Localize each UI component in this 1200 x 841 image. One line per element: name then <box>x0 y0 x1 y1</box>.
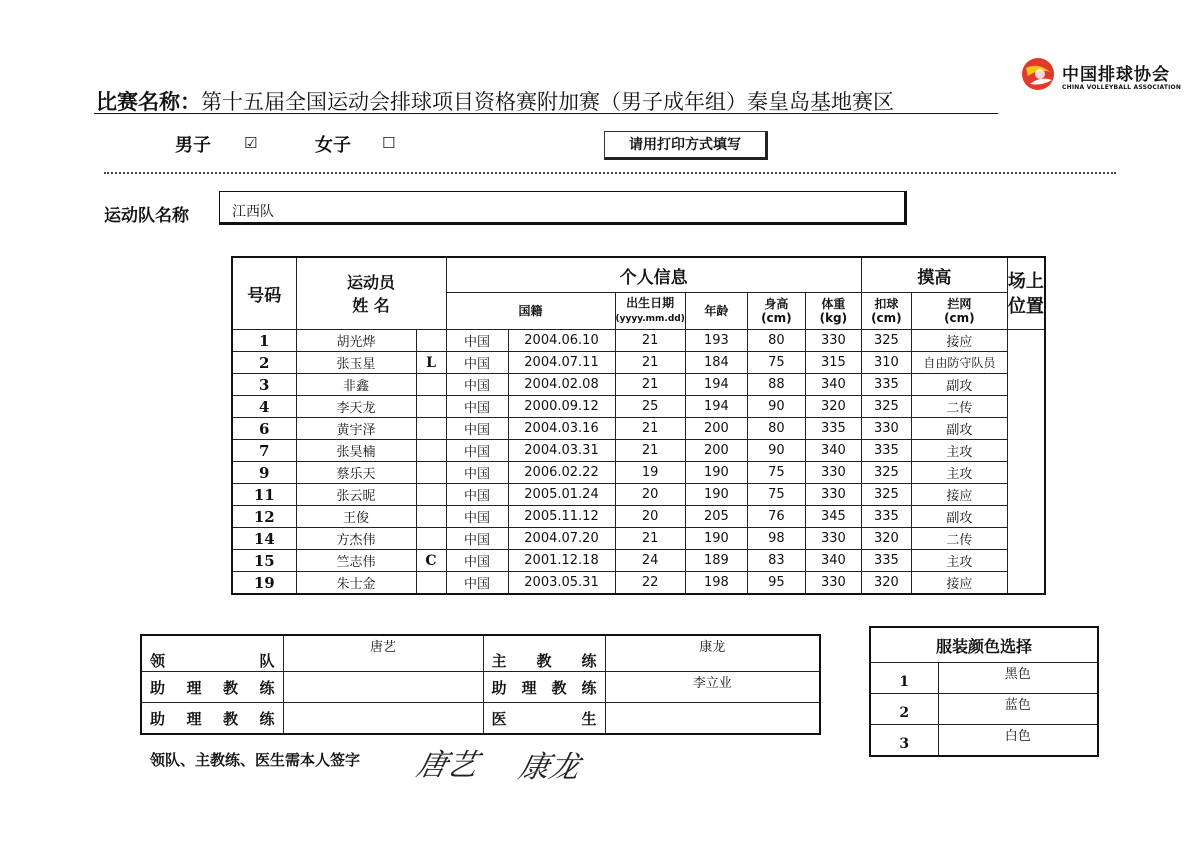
player-position: 主攻 <box>911 462 1007 484</box>
player-weight: 83 <box>747 550 805 572</box>
player-birthdate: 2005.11.12 <box>508 506 615 528</box>
player-spike-reach: 340 <box>805 550 861 572</box>
player-position: 自由防守队员 <box>911 352 1007 374</box>
competition-label: 比赛名称： <box>96 90 201 114</box>
player-spike-reach: 330 <box>805 462 861 484</box>
player-block-reach: 325 <box>861 396 911 418</box>
player-nationality: 中国 <box>446 374 508 396</box>
player-height: 205 <box>685 506 747 528</box>
player-weight: 76 <box>747 506 805 528</box>
player-age: 22 <box>615 572 685 595</box>
player-weight: 75 <box>747 484 805 506</box>
player-number: 14 <box>232 528 296 550</box>
male-label: 男子 <box>175 135 211 156</box>
player-position: 接应 <box>911 330 1007 352</box>
player-birthdate: 2004.07.11 <box>508 352 615 374</box>
player-height: 189 <box>685 550 747 572</box>
player-role: C <box>416 550 446 572</box>
header-block-unit: (cm) <box>944 311 975 325</box>
header-spike <box>861 293 911 330</box>
player-spike-reach: 330 <box>805 330 861 352</box>
player-birthdate: 2004.03.31 <box>508 440 615 462</box>
print-notice: 请用打印方式填写 <box>604 131 768 160</box>
player-weight: 90 <box>747 440 805 462</box>
player-block-reach: 330 <box>861 418 911 440</box>
header-birth <box>615 293 685 330</box>
player-height: 200 <box>685 418 747 440</box>
competition-name: 第十五届全国运动会排球项目资格赛附加赛（男子成年组）秦皇岛基地赛区 <box>201 90 894 114</box>
player-name: 竺志伟 <box>296 550 416 572</box>
uniform-color-table <box>869 626 1099 757</box>
player-birthdate: 2004.02.08 <box>508 374 615 396</box>
player-role <box>416 506 446 528</box>
header-weight <box>805 293 861 330</box>
player-height: 184 <box>685 352 747 374</box>
player-nationality: 中国 <box>446 572 508 595</box>
player-name: 黄宇泽 <box>296 418 416 440</box>
player-height: 200 <box>685 440 747 462</box>
header-age: 年龄 <box>685 293 747 330</box>
player-block-reach: 335 <box>861 550 911 572</box>
player-block-reach: 310 <box>861 352 911 374</box>
table-row <box>232 374 1045 396</box>
color-value[interactable]: 白色 <box>938 725 1098 757</box>
header-position-line1: 场上 <box>1007 270 1044 292</box>
player-height: 190 <box>685 484 747 506</box>
player-spike-reach: 330 <box>805 572 861 595</box>
header-height-label: 身高 <box>764 297 789 311</box>
player-name: 胡光烨 <box>296 330 416 352</box>
player-birthdate: 2003.05.31 <box>508 572 615 595</box>
player-weight: 75 <box>747 352 805 374</box>
player-block-reach: 320 <box>861 572 911 595</box>
player-weight: 98 <box>747 528 805 550</box>
header-athlete-line1: 运动员 <box>346 272 395 292</box>
player-spike-reach: 335 <box>805 418 861 440</box>
table-row <box>232 550 1045 572</box>
player-name: 李天龙 <box>296 396 416 418</box>
header-birth-format: (yyyy.mm.dd) <box>615 314 685 324</box>
assistant1-value[interactable] <box>283 672 483 703</box>
player-nationality: 中国 <box>446 396 508 418</box>
player-spike-reach: 340 <box>805 374 861 396</box>
player-nationality: 中国 <box>446 484 508 506</box>
player-age: 21 <box>615 374 685 396</box>
player-birthdate: 2004.06.10 <box>508 330 615 352</box>
doctor-value[interactable] <box>605 703 820 735</box>
player-age: 21 <box>615 418 685 440</box>
header-athlete <box>296 257 446 330</box>
player-name: 张昊楠 <box>296 440 416 462</box>
male-checkbox[interactable]: ☑ <box>244 134 258 152</box>
player-age: 21 <box>615 330 685 352</box>
player-role <box>416 528 446 550</box>
player-birthdate: 2005.01.24 <box>508 484 615 506</box>
player-nationality: 中国 <box>446 440 508 462</box>
player-nationality: 中国 <box>446 528 508 550</box>
player-name: 方杰伟 <box>296 528 416 550</box>
header-reach: 摸高 <box>861 257 1007 293</box>
table-row <box>232 418 1045 440</box>
head-coach-value[interactable]: 康龙 <box>605 635 820 672</box>
player-role <box>416 374 446 396</box>
player-role <box>416 418 446 440</box>
assistant2-label: 助 理 教 练 <box>483 672 605 703</box>
table-row <box>232 330 1045 352</box>
header-height <box>747 293 805 330</box>
player-role <box>416 396 446 418</box>
player-weight: 88 <box>747 374 805 396</box>
player-height: 190 <box>685 462 747 484</box>
player-role <box>416 572 446 595</box>
player-spike-reach: 320 <box>805 396 861 418</box>
color-number: 3 <box>870 725 938 757</box>
player-block-reach: 325 <box>861 462 911 484</box>
player-nationality: 中国 <box>446 550 508 572</box>
player-name: 张玉星 <box>296 352 416 374</box>
player-height: 193 <box>685 330 747 352</box>
color-number: 2 <box>870 694 938 725</box>
table-row <box>232 440 1045 462</box>
player-block-reach: 335 <box>861 506 911 528</box>
team-name-value: 江西队 <box>232 204 274 220</box>
player-age: 24 <box>615 550 685 572</box>
player-weight: 80 <box>747 418 805 440</box>
signature-label: 领队、主教练、医生需本人签字 <box>150 751 361 769</box>
color-number: 1 <box>870 663 938 694</box>
table-row <box>232 396 1045 418</box>
player-block-reach: 335 <box>861 374 911 396</box>
player-nationality: 中国 <box>446 330 508 352</box>
header-position <box>1007 257 1045 330</box>
player-age: 25 <box>615 396 685 418</box>
player-height: 194 <box>685 396 747 418</box>
header-block-label: 拦网 <box>947 297 972 311</box>
player-role <box>416 462 446 484</box>
player-number: 7 <box>232 440 296 462</box>
logo-text: 中国排球协会 <box>1062 65 1170 85</box>
header-height-unit: (cm) <box>761 311 792 325</box>
player-role <box>416 484 446 506</box>
player-number: 9 <box>232 462 296 484</box>
doctor-label: 医 生 <box>483 703 605 735</box>
player-nationality: 中国 <box>446 462 508 484</box>
player-position: 副攻 <box>911 418 1007 440</box>
player-block-reach: 320 <box>861 528 911 550</box>
player-nationality: 中国 <box>446 506 508 528</box>
table-row <box>232 484 1045 506</box>
female-label: 女子 <box>315 135 351 156</box>
player-number: 15 <box>232 550 296 572</box>
head-coach-label: 主 教 练 <box>483 635 605 672</box>
table-row <box>232 506 1045 528</box>
player-number: 6 <box>232 418 296 440</box>
player-position: 二传 <box>911 396 1007 418</box>
assistant3-label: 助 理 教 练 <box>141 703 283 735</box>
player-age: 21 <box>615 528 685 550</box>
player-role <box>416 330 446 352</box>
player-spike-reach: 330 <box>805 484 861 506</box>
player-weight: 80 <box>747 330 805 352</box>
player-number: 11 <box>232 484 296 506</box>
player-weight: 75 <box>747 462 805 484</box>
player-number: 12 <box>232 506 296 528</box>
player-age: 21 <box>615 440 685 462</box>
assistant1-label: 助 理 教 练 <box>141 672 283 703</box>
player-role <box>416 440 446 462</box>
player-position: 接应 <box>911 484 1007 506</box>
header-block <box>911 293 1007 330</box>
header-birth-label: 出生日期 <box>626 296 675 310</box>
player-block-reach: 335 <box>861 440 911 462</box>
header-weight-label: 体重 <box>821 297 846 311</box>
header-position-line2: 位置 <box>1007 295 1044 317</box>
player-spike-reach: 340 <box>805 440 861 462</box>
player-nationality: 中国 <box>446 352 508 374</box>
header-athlete-line2: 姓 名 <box>352 295 390 315</box>
staff-table <box>140 634 821 735</box>
leader-label: 领 队 <box>141 635 283 672</box>
competition-title <box>96 86 996 116</box>
title-underline <box>94 113 998 114</box>
uniform-color-title: 服装颜色选择 <box>870 627 1098 663</box>
signature-leader: 唐艺 <box>413 748 481 783</box>
color-value[interactable]: 黑色 <box>938 663 1098 694</box>
player-block-reach: 325 <box>861 484 911 506</box>
player-birthdate: 2006.02.22 <box>508 462 615 484</box>
player-name: 王俊 <box>296 506 416 528</box>
player-spike-reach: 315 <box>805 352 861 374</box>
player-position: 主攻 <box>911 550 1007 572</box>
player-position: 主攻 <box>911 440 1007 462</box>
leader-value[interactable]: 唐艺 <box>283 635 483 672</box>
player-age: 19 <box>615 462 685 484</box>
player-spike-reach: 330 <box>805 528 861 550</box>
roster-table <box>231 256 1046 595</box>
table-row <box>232 352 1045 374</box>
roster-body <box>232 330 1045 595</box>
dotted-divider <box>104 172 1116 174</box>
player-number: 2 <box>232 352 296 374</box>
header-personal-info: 个人信息 <box>446 257 861 293</box>
team-name-field[interactable] <box>219 191 907 225</box>
player-birthdate: 2004.03.16 <box>508 418 615 440</box>
player-birthdate: 2001.12.18 <box>508 550 615 572</box>
player-position: 接应 <box>911 572 1007 595</box>
table-row <box>232 462 1045 484</box>
header-weight-unit: (kg) <box>819 311 848 325</box>
player-position: 副攻 <box>911 374 1007 396</box>
color-value[interactable]: 蓝色 <box>938 694 1098 725</box>
player-height: 190 <box>685 528 747 550</box>
player-nationality: 中国 <box>446 418 508 440</box>
player-block-reach: 325 <box>861 330 911 352</box>
player-age: 20 <box>615 484 685 506</box>
player-number: 3 <box>232 374 296 396</box>
association-logo <box>1018 54 1182 98</box>
player-name: 张云昵 <box>296 484 416 506</box>
player-number: 1 <box>232 330 296 352</box>
player-position: 二传 <box>911 528 1007 550</box>
player-height: 194 <box>685 374 747 396</box>
player-weight: 90 <box>747 396 805 418</box>
player-height: 198 <box>685 572 747 595</box>
player-number: 19 <box>232 572 296 595</box>
header-spike-label: 扣球 <box>874 297 899 311</box>
player-name: 非鑫 <box>296 374 416 396</box>
assistant2-value[interactable]: 李立业 <box>605 672 820 703</box>
player-birthdate: 2004.07.20 <box>508 528 615 550</box>
volleyball-logo-icon <box>1018 54 1058 94</box>
table-row <box>232 528 1045 550</box>
table-row <box>232 572 1045 595</box>
player-number: 4 <box>232 396 296 418</box>
player-name: 朱士金 <box>296 572 416 595</box>
player-name: 蔡乐天 <box>296 462 416 484</box>
player-weight: 95 <box>747 572 805 595</box>
signature-coach: 康龙 <box>515 750 583 785</box>
team-label: 运动队名称 <box>104 206 189 226</box>
header-spike-unit: (cm) <box>871 311 902 325</box>
header-number: 号码 <box>232 257 296 330</box>
player-spike-reach: 345 <box>805 506 861 528</box>
player-age: 21 <box>615 352 685 374</box>
header-nationality: 国籍 <box>446 293 615 330</box>
player-age: 20 <box>615 506 685 528</box>
assistant3-value[interactable] <box>283 703 483 735</box>
player-birthdate: 2000.09.12 <box>508 396 615 418</box>
female-checkbox[interactable]: ☐ <box>382 134 396 152</box>
player-role: L <box>416 352 446 374</box>
player-position: 副攻 <box>911 506 1007 528</box>
logo-subtext: CHINA VOLLEYBALL ASSOCIATION <box>1062 84 1182 91</box>
